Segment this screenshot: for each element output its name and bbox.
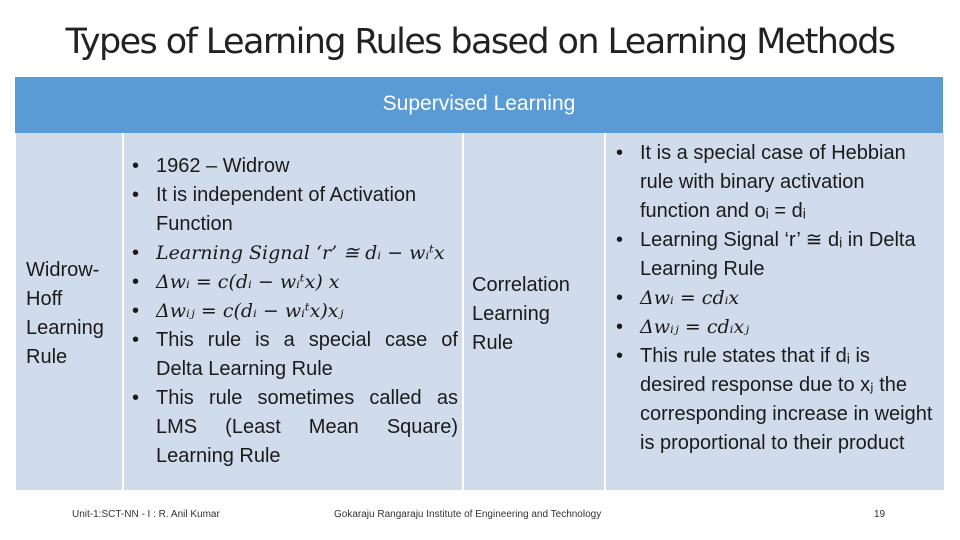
name-line: Rule <box>472 332 514 354</box>
name-line: Rule <box>26 346 68 368</box>
list-item: • It is a special case of Hebbian rule with binary activation function and oᵢ = dᵢ <box>614 139 940 226</box>
name-line: Correlation <box>472 274 570 296</box>
footer-author: Unit-1:SCT-NN - I : R. Anil Kumar <box>72 509 220 520</box>
list-item: • Learning Signal ‘r’ ≅ dᵢ − wᵢᵗx <box>130 239 458 268</box>
list-item: • Δwᵢ = cdᵢx <box>614 284 940 313</box>
widrow-rule-name <box>26 256 104 372</box>
list-item: • Δwᵢ = c(dᵢ − wᵢᵗx) x <box>130 268 458 297</box>
name-line: Hoff <box>26 288 63 310</box>
widrow-name-cell <box>14 133 122 490</box>
list-item: • This rule is a special case of Delta Learning Rule <box>130 326 458 384</box>
list-item: • It is independent of Activation Function <box>130 181 458 239</box>
list-item: • Learning Signal ‘r’ ≅ dᵢ in Delta Learning Rule <box>614 226 940 284</box>
list-item: • 1962 – Widrow <box>130 152 458 181</box>
page-number: 19 <box>874 509 886 520</box>
name-line: Widrow- <box>26 259 100 281</box>
footer-institute: Gokaraju Rangaraju Institute of Engineering and Technology <box>334 509 602 520</box>
slide-title: Types of Learning Rules based on Learning Methods <box>65 22 895 62</box>
correlation-name-cell <box>462 133 604 490</box>
correlation-bullet-list <box>614 139 940 458</box>
list-item: • Δwᵢⱼ = cdᵢxⱼ <box>614 313 940 342</box>
correlation-rule-name <box>472 271 570 358</box>
list-item: • Δwᵢⱼ = c(dᵢ − wᵢᵗx)xⱼ <box>130 297 458 326</box>
header-label: Supervised Learning <box>382 92 576 115</box>
list-item: • This rule states that if dᵢ is desired response due to xⱼ the corresponding increase in weight is proportional to their product <box>614 342 940 458</box>
name-line: Learning <box>26 317 104 339</box>
widrow-bullet-list <box>130 152 458 471</box>
name-line: Learning <box>472 303 550 325</box>
rules-table <box>14 76 944 491</box>
widrow-bullets-cell <box>122 133 462 490</box>
correlation-bullets-cell <box>604 133 944 490</box>
table-header <box>14 76 944 134</box>
list-item: • This rule sometimes called as LMS (Least Mean Square) Learning Rule <box>130 384 458 471</box>
